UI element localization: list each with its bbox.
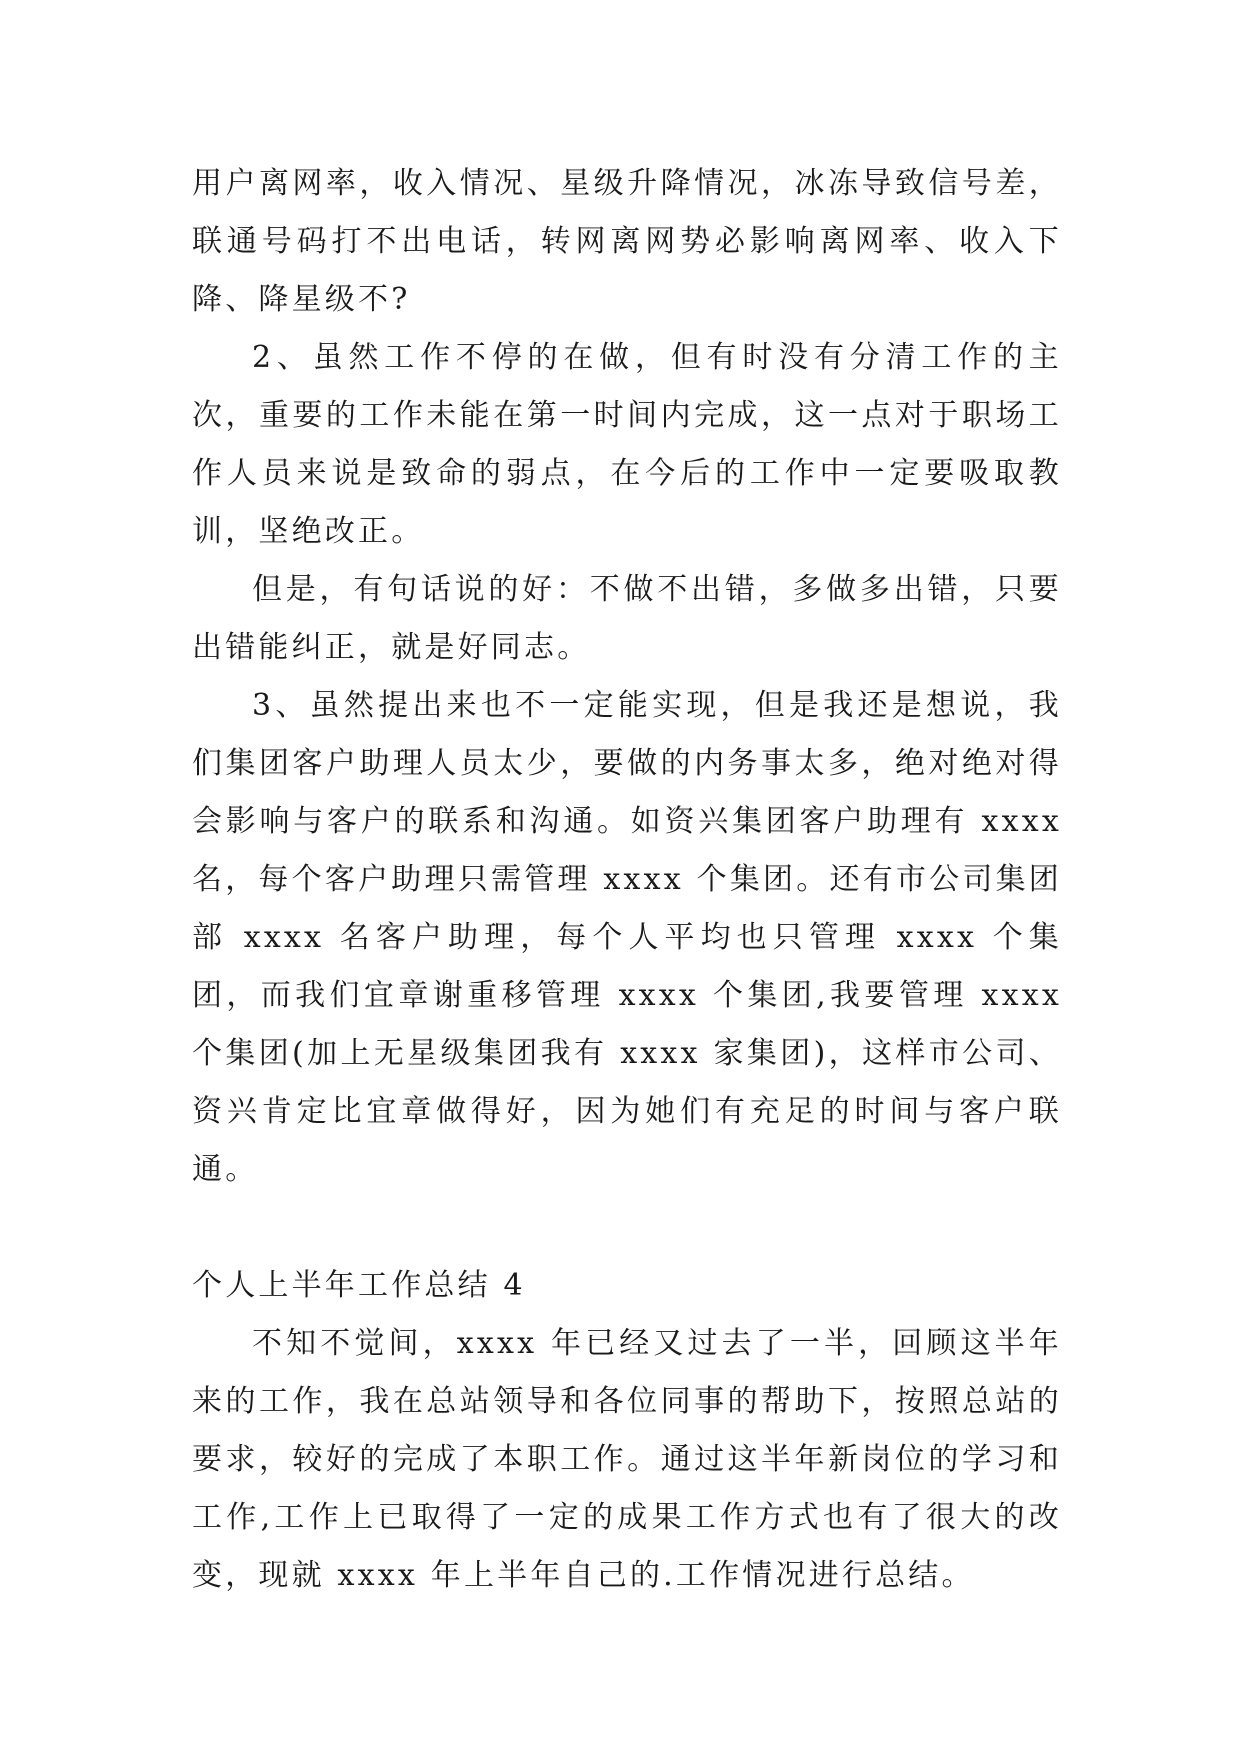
paragraph-item-2: 2、虽然工作不停的在做，但有时没有分清工作的主次，重要的工作未能在第一时间内完成，这一点对于职场工作人员来说是致命的弱点，在今后的工作中一定要吸取教训，坚绝改正。: [192, 340, 1062, 549]
paragraph-intro: 不知不觉间，xxxx 年已经又过去了一半，回顾这半年来的工作，我在总站领导和各位同事的帮助下，按照总站的要求，较好的完成了本职工作。通过这半年新岗位的学习和工作,工作上已取得了一定的成果工作方式也有了很大的改变，现就 xxxx 年上半年自己的.工作情况进行总结。: [192, 1326, 1062, 1593]
paragraph-item-3: 3、虽然提出来也不一定能实现，但是我还是想说，我们集团客户助理人员太少，要做的内务事太多，绝对绝对得会影响与客户的联系和沟通。如资兴集团客户助理有 xxxx 名，每个客户助理只需管理 xxxx 个集团。还有市公司集团部 xxxx 名客户助理，每个人平均也只管理 xxxx 个集团，而我们宜章谢重移管理 xxxx 个集团,我要管理 xxxx 个集团(加上无星级集团我有 xxxx 家集团)，这样市公司、资兴肯定比宜章做得好，因为她们有充足的时间与客户联通。: [192, 688, 1062, 1187]
paragraph-saying: 但是，有句话说的好：不做不出错，多做多出错，只要出错能纠正，就是好同志。: [192, 572, 1062, 665]
document-body: [192, 155, 1062, 1605]
section-title: 个人上半年工作总结 4: [192, 1268, 526, 1303]
paragraph-continued: 用户离网率，收入情况、星级升降情况，冰冻导致信号差，联通号码打不出电话，转网离网势必影响离网率、收入下降、降星级不?: [192, 166, 1062, 317]
